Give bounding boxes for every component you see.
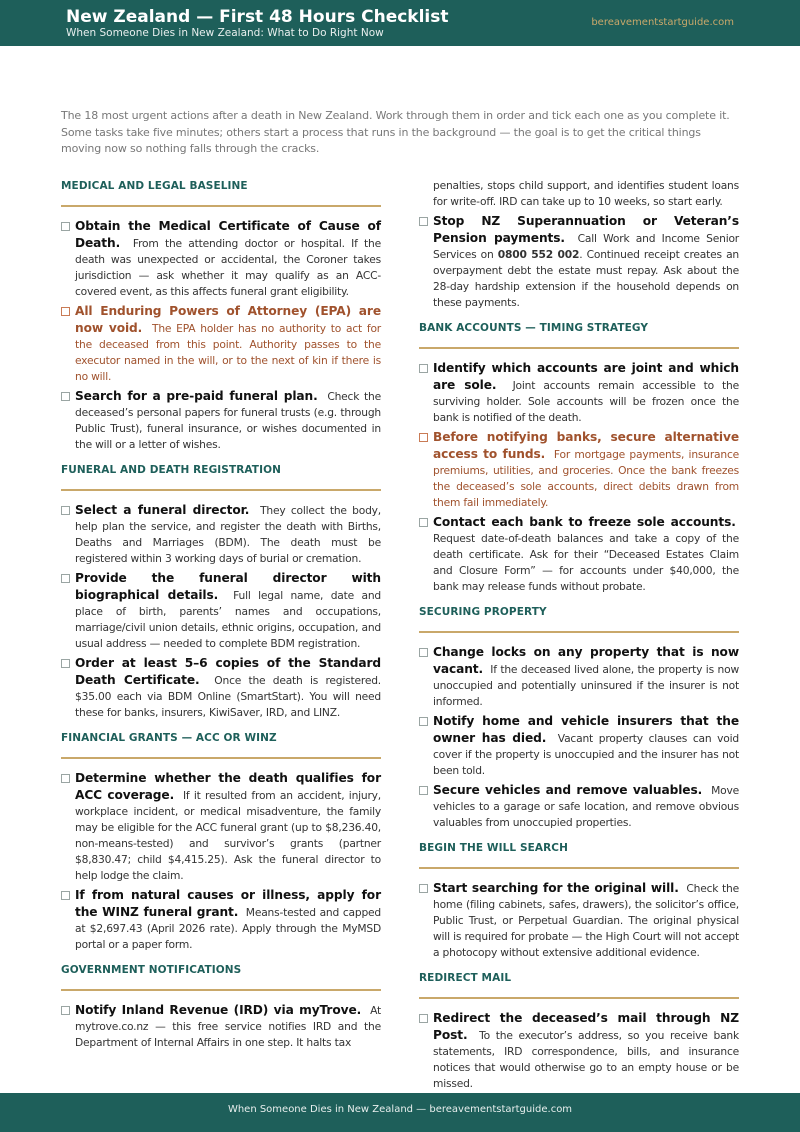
checkbox[interactable] (61, 659, 70, 668)
section-heading: BANK ACCOUNTS — TIMING STRATEGY (419, 322, 739, 349)
item-lead: If from natural causes or illness, apply for the WINZ funeral grant. (75, 888, 381, 919)
item-lead: Order at least 5–6 copies of the Standard Death Certificate. (75, 656, 381, 687)
checklist-item (419, 782, 739, 831)
checklist-item (419, 514, 739, 595)
checkbox[interactable] (61, 1006, 70, 1015)
item-text: Move vehicles to a garage or safe location, and remove obvious valuables from unoccupied properties. (433, 784, 739, 829)
checkbox[interactable] (61, 891, 70, 900)
checkbox[interactable] (419, 717, 428, 726)
page-subtitle: When Someone Dies in New Zealand: What to Do Right Now (66, 27, 384, 39)
section-heading: FINANCIAL GRANTS — ACC OR WINZ (61, 732, 381, 759)
checkbox[interactable] (61, 506, 70, 515)
checkbox[interactable] (419, 1014, 428, 1023)
checkbox[interactable] (61, 392, 70, 401)
item-text: The EPA holder has no authority to act for the deceased from this point. Authority passes to the executor named in the will, or to the next of kin if there is no will. (75, 322, 381, 383)
item-lead: Redirect the deceased’s mail through NZ Post. (433, 1011, 739, 1042)
right-column (419, 178, 739, 1103)
intro-paragraph: The 18 most urgent actions after a death in New Zealand. Work through them in order and tick each one as you complete it. Some tasks take five minutes; others start a process that runs in the background — the goal is to get the critical things moving now so nothing falls through the cracks. (61, 109, 730, 155)
item-lead: Provide the funeral director with biographical details. (75, 571, 381, 602)
section-heading: MEDICAL AND LEGAL BASELINE (61, 180, 381, 207)
checkbox[interactable] (61, 574, 70, 583)
item-text: Vacant property clauses can void cover if the property is unoccupied and the insurer has not been told. (433, 732, 739, 777)
checklist-item-warning (419, 429, 739, 511)
checkbox[interactable] (419, 433, 428, 442)
page-title: New Zealand — First 48 Hours Checklist (66, 7, 449, 27)
page-footer (0, 1093, 800, 1132)
checkbox[interactable] (419, 217, 428, 226)
item-lead: Secure vehicles and remove valuables. (433, 783, 703, 797)
checkbox[interactable] (419, 518, 428, 527)
item-lead: Contact each bank to freeze sole accounts. (433, 515, 736, 529)
item-lead: Start searching for the original will. (433, 881, 679, 895)
checklist-item (419, 880, 739, 961)
section-heading: SECURING PROPERTY (419, 606, 739, 633)
item-text: Once the death is registered. $35.00 each via BDM Online (SmartStart). You will need these for banks, insurers, KiwiSaver, IRD, and LINZ. (75, 674, 381, 719)
checkbox[interactable] (419, 786, 428, 795)
section-will (419, 842, 739, 961)
item-text-continued: penalties, stops child support, and identifies student loans for write-off. IRD can take up to 10 weeks, so start early. (433, 179, 739, 208)
checkbox[interactable] (61, 774, 70, 783)
checklist-item (61, 388, 381, 453)
item-text: At mytrove.co.nz — this free service notifies IRD and the Department of Internal Affairs in one step. It halts tax (75, 1004, 381, 1049)
item-lead: Identify which accounts are joint and which are sole. (433, 361, 739, 392)
checkbox[interactable] (419, 364, 428, 373)
section-funeral (61, 464, 381, 721)
checklist-item (419, 1010, 739, 1092)
item-text: If the deceased lived alone, the property is now unoccupied and potentially uninsured if the insurer is not informed. (433, 663, 739, 708)
checklist-item (61, 502, 381, 567)
checklist-item (61, 770, 381, 884)
item-text: From the attending doctor or hospital. If the death was unexpected or accidental, the Coroner takes jurisdiction — ask whether it may qualify as an ACC-covered event, as this affects funeral grant eligibility. (75, 237, 381, 298)
item-lead: Notify Inland Revenue (IRD) via myTrove. (75, 1003, 362, 1017)
section-grants (61, 732, 381, 953)
checklist-item (419, 713, 739, 779)
checklist-item (61, 218, 381, 300)
item-lead: Change locks on any property that is now vacant. (433, 645, 739, 676)
item-text: If it resulted from an accident, injury, workplace incident, or medical misadventure, the family may be eligible for the ACC funeral grant (up to $8,236.40, non-means-tested) and survivor’s grants (partner $8,830.47; child $4,415.25). Ask the funeral director to help lodge the claim. (75, 789, 382, 882)
item-text: Request date-of-death balances and take a copy of the death certificate. Ask for their “Deceased Estates Claim and Closure Form” — for accounts under $40,000, the bank may release funds without probate. (433, 532, 739, 593)
item-lead: Search for a pre-paid funeral plan. (75, 389, 318, 403)
item-text: For mortgage payments, insurance premiums, utilities, and groceries. Once the bank freezes the deceased’s sole accounts, direct debits drawn from them fail immediately. (433, 448, 740, 509)
checklist-item-warning (61, 303, 381, 385)
section-banks (419, 322, 739, 595)
checklist-item (61, 655, 381, 721)
left-column (61, 176, 381, 1062)
section-government (61, 964, 381, 1051)
item-lead: Before notifying banks, secure alternative access to funds. (433, 430, 739, 461)
phone-number: 0800 552 002 (497, 248, 580, 261)
checkbox[interactable] (419, 648, 428, 657)
checkbox[interactable] (419, 884, 428, 893)
item-text: They collect the body, help plan the service, and register the death with Births, Deaths and Marriages (BDM). The death must be registered within 3 working days of burial or cremation. (75, 504, 381, 565)
item-text: Joint accounts remain accessible to the surviving holder. Sole accounts will be frozen once the bank is notified of the death. (433, 379, 739, 424)
item-lead: Notify home and vehicle insurers that the owner has died. (433, 714, 739, 745)
section-property (419, 606, 739, 831)
checklist-item (419, 644, 739, 710)
section-heading: GOVERNMENT NOTIFICATIONS (61, 964, 381, 991)
item-text: Check the home (filing cabinets, safes, drawers), the solicitor’s office, Public Trust, or Perpetual Guardian. The original physical will is required for probate — the High Court will not accept a photocopy without extensive additional evidence. (433, 882, 739, 959)
item-lead: Select a funeral director. (75, 503, 250, 517)
item-text: . Continued receipt creates an overpayment debt the estate must repay. Ask about the 28-day hardship extension if the household depends on these payments. (433, 248, 740, 309)
site-link[interactable]: bereavementstartguide.com (591, 17, 734, 28)
checkbox[interactable] (61, 222, 70, 231)
page-header (0, 0, 800, 46)
item-lead: All Enduring Powers of Attorney (EPA) are now void. (75, 304, 381, 335)
item-text: Call Work and Income Senior Services on (433, 232, 739, 261)
checkbox[interactable] (61, 307, 70, 316)
item-lead: Determine whether the death qualifies for ACC coverage. (75, 771, 381, 802)
footer-text: When Someone Dies in New Zealand — bereavementstartguide.com (227, 1104, 573, 1115)
section-government-continued (419, 178, 739, 311)
item-text: To the executor’s address, so you receive bank statements, IRD correspondence, bills, and insurance notices that would otherwise go to an empty house or be missed. (433, 1029, 739, 1090)
section-heading: BEGIN THE WILL SEARCH (419, 842, 739, 869)
checklist-item (419, 213, 739, 311)
checklist-item (61, 1002, 381, 1051)
section-mail (419, 972, 739, 1092)
checklist-item (419, 360, 739, 426)
checklist-item (61, 887, 381, 953)
item-text: Check the deceased’s personal papers for funeral trusts (e.g. through Public Trust), funeral insurance, or wishes documented in the will or a letter of wishes. (75, 390, 381, 451)
section-heading: REDIRECT MAIL (419, 972, 739, 999)
section-heading: FUNERAL AND DEATH REGISTRATION (61, 464, 381, 491)
item-lead: Stop NZ Superannuation or Veteran’s Pension payments. (433, 214, 739, 245)
checklist-item (61, 570, 381, 652)
item-text: Means-tested and capped at $2,697.43 (April 2026 rate). Apply through the MyMSD portal or a paper form. (75, 906, 381, 951)
item-lead: Obtain the Medical Certificate of Cause of Death. (75, 219, 381, 250)
section-medical (61, 180, 381, 453)
item-text: Full legal name, date and place of birth, parents’ names and occupations, marriage/civil union details, ethnic origins, occupation, and usual address — needed to complete BDM registration. (75, 589, 381, 650)
